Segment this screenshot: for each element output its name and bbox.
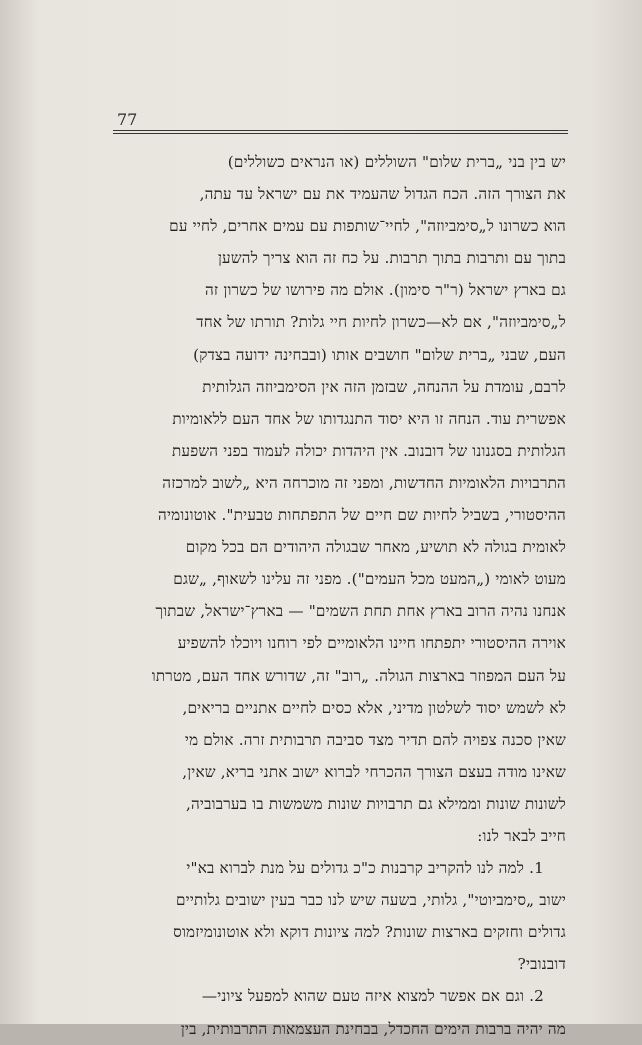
text-line: ההיסטורי, בשביל לחיות שם חיים של התפתחות טבעית". אוטונומיה: [158, 506, 566, 525]
text-line: התרבויות הלאומיות החדשות, ומפני זה מוכרחה היא „לשוב למרכזה: [162, 473, 566, 492]
body-text: [108, 146, 566, 1045]
text-line: ל„סימביוזה", אם לא—כשרון לחיות חיי גלות? תורתו של אחד: [196, 313, 566, 332]
text-line: חייב לבאר לנו:: [477, 826, 566, 845]
text-line: לרבם, עומדת על ההנחה, שבזמן הזה אין הסימביוזה הגלותית: [202, 377, 566, 396]
text-line: שאינו מודה בעצם הצורך ההכרחי לברוא ישוב אתני בריא, שאין,: [182, 762, 566, 781]
text-line: לשונות שונות וממילא גם תרבויות שונות משמשות בו בערבוביה,: [185, 794, 566, 813]
item-line: דובנובי?: [517, 955, 566, 974]
page-number: 77: [117, 110, 138, 129]
item-line: ישוב „סימביוטי", גלותי, בשעה שיש לנו כבר בעין ישובים גלותיים: [175, 891, 566, 910]
item-line: 2. וגם אם אפשר למצוא איזה טעם שהוא למפעל ציוני—: [201, 987, 544, 1006]
text-line: העם, שבני „ברית שלום" חושבים אותו (ובבחינה ידועה בצדק): [193, 345, 566, 364]
header-rule: [113, 130, 568, 134]
text-line: הוא כשרונו ל„סימביוזה", לחיי־שותפות עם עמים אחרים, לחיי עם: [169, 217, 566, 236]
text-line: אפשרית עוד. הנחה זו היא יסוד התנגדותו של אחד העם ללאומיות: [172, 409, 566, 428]
text-line: את הצורך הזה. הכח הגדול שהעמיד את עם ישראל עד עתה,: [199, 185, 566, 204]
text-line: הגלותית בסגנונו של דובנוב. אין היהדות יכולה לעמוד בפני השפעת: [171, 441, 566, 460]
text-line: אנחנו נהיה הרוב בארץ אחת תחת השמים" — בארץ־ישראל, שבתוך: [155, 602, 566, 621]
text-line: גם בארץ ישראל (ר"ר סימון). אולם מה פירושו של כשרון זה: [204, 281, 566, 300]
text-line: לאומית בגולה לא תושיע, מאחר שבגולה היהודים הם בכל מקום: [185, 538, 566, 557]
numbered-item-2: [108, 980, 566, 1044]
text-line: מעוט לאומי („המעט מכל העמים"). מפני זה עלינו לשאוף, „שגם: [173, 570, 566, 589]
text-line: יש בין בני „ברית שלום" השוללים (או הנראים כשוללים): [227, 153, 566, 171]
item-line: גדולים וחזקים בארצות שונות? למה ציונות דוקא ולא אוטונומיזמוס: [173, 923, 566, 942]
item-line: מה יהיה ברבות הימים החכדל, בבחינת העצמאות התרבותית, בין: [180, 1019, 566, 1038]
text-line: בתוך עם ותרבות בתוך תרבות. על כח זה הוא צריך להשען: [217, 249, 566, 268]
page-header: [113, 110, 568, 136]
text-line: שאין סכנה צפויה להם תדיר מצד סביבה תרבותית זרה. אולם מי: [184, 730, 566, 749]
numbered-item-1: [108, 852, 566, 980]
item-line: 1. למה לנו להקריב קרבנות כ"כ גדולים על מנת לברוא בא"י: [186, 859, 544, 878]
text-line: לא לשמש יסוד לשלטון מדיני, אלא כסים לחיים אתניים בריאים,: [182, 698, 566, 717]
text-line: על העם המפוזר בארצות הגולה. „רוב" זה, שדורש אחד העם, מטרתו: [151, 666, 566, 685]
text-line: אוירה ההיסטורי יתפתחו חיינו הלאומיים לפי רוחנו ויוכלו להשפיע: [177, 634, 566, 653]
